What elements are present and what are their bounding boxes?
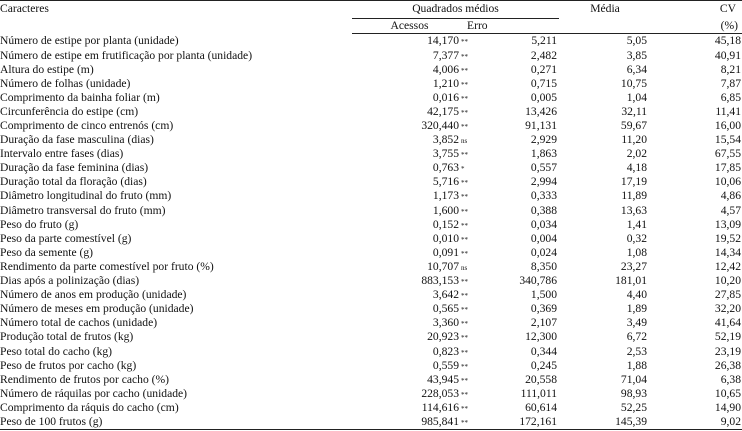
row-caractere: Número de anos em produção (unidade) [0, 288, 187, 302]
header-erro: Erro [467, 19, 559, 34]
row-erro: 2,994 [530, 175, 557, 189]
row-erro: 0,034 [530, 217, 557, 231]
table-row [0, 119, 742, 133]
row-erro: 5,211 [531, 34, 557, 48]
row-cv: 15,54 [714, 133, 741, 147]
row-caractere: Duração da fase masculina (dias) [0, 133, 154, 147]
row-erro: 0,344 [530, 344, 557, 358]
row-caractere: Rendimento de frutos por cacho (%) [0, 372, 170, 386]
row-caractere: Dias após a polinização (dias) [0, 274, 140, 288]
acessos-value: 43,945 [427, 372, 459, 386]
acessos-value: 0,763 [432, 161, 459, 175]
row-caractere: Duração da fase feminina (dias) [0, 161, 149, 175]
row-acessos: 43,945 ** [427, 372, 468, 386]
header-media: Média [559, 1, 651, 19]
row-cv: 4,86 [720, 189, 741, 203]
header-caracteres: Caracteres [0, 1, 352, 34]
acessos-value: 20,923 [427, 330, 459, 344]
row-erro: 2,482 [530, 48, 557, 62]
row-acessos: 0,152 ** [432, 217, 468, 231]
row-media: 32,11 [621, 104, 647, 118]
row-media: 11,20 [621, 133, 647, 147]
row-acessos: 228,053 ** [421, 386, 468, 400]
table-row [0, 358, 742, 372]
acessos-value: 0,823 [432, 344, 459, 358]
row-caractere: Número total de cachos (unidade) [0, 316, 158, 330]
row-caractere: Peso de 100 frutos (g) [0, 415, 352, 430]
row-media: 71,04 [620, 372, 647, 386]
acessos-value: 42,175 [427, 104, 459, 118]
acessos-value: 320,440 [421, 119, 459, 132]
table-row [0, 175, 742, 189]
row-erro: 2,929 [530, 133, 557, 147]
table-row [0, 274, 742, 288]
table-header [0, 1, 742, 34]
row-acessos: 0,565 ** [432, 302, 468, 316]
acessos-value: 985,841 [421, 414, 459, 428]
row-caractere: Número de ráquilas por cacho (unidade) [0, 386, 188, 400]
row-cv: 19,52 [714, 231, 741, 245]
row-acessos: 3,755 ** [432, 147, 468, 161]
table-row [0, 161, 742, 175]
row-erro: 0,245 [530, 358, 557, 372]
row-cv: 45,18 [714, 34, 741, 48]
row-media: 5,05 [626, 34, 647, 48]
acessos-value: 0,565 [432, 302, 459, 316]
row-erro: 2,107 [530, 316, 557, 330]
table-row [0, 217, 742, 231]
row-acessos: 3,642 ** [432, 288, 468, 302]
row-cv: 4,57 [720, 203, 741, 217]
row-acessos: 1,173 ** [432, 189, 468, 203]
row-media: 1,88 [626, 358, 647, 372]
row-acessos: 3,852 ns [432, 133, 468, 147]
table-row [0, 386, 742, 400]
row-cv: 32,20 [714, 302, 741, 316]
row-caractere: Comprimento da bainha foliar (m) [0, 90, 160, 104]
row-erro: 20,558 [525, 372, 557, 386]
row-erro: 0,369 [530, 302, 557, 316]
table-row [0, 189, 742, 203]
table-row [0, 260, 742, 274]
row-cv: 26,38 [714, 358, 741, 372]
table-row [0, 203, 742, 217]
row-acessos: 1,210 ** [432, 76, 468, 90]
table-row [0, 245, 742, 259]
row-erro: 0,333 [530, 189, 557, 203]
table-row [0, 104, 742, 118]
acessos-value: 3,852 [432, 133, 459, 147]
row-erro: 60,614 [525, 400, 557, 414]
row-media: 4,18 [626, 161, 647, 175]
row-acessos: 0,016 ** [432, 90, 468, 104]
acessos-value: 0,559 [432, 358, 459, 372]
row-caractere: Peso de frutos por cacho (kg) [0, 358, 137, 372]
table-row [0, 133, 742, 147]
row-acessos: 0,091 ** [432, 245, 468, 259]
row-cv: 27,85 [714, 288, 741, 302]
acessos-value: 3,755 [432, 147, 459, 161]
row-erro: 91,131 [525, 119, 557, 132]
acessos-value: 0,152 [432, 217, 459, 231]
row-erro: 172,161 [467, 415, 559, 430]
row-erro: 0,388 [530, 203, 557, 217]
row-cv: 23,19 [714, 344, 741, 358]
row-media: 145,39 [559, 415, 651, 430]
table-row [0, 415, 742, 430]
row-media: 2,53 [626, 344, 647, 358]
row-acessos: 4,006 ** [432, 62, 468, 76]
table-row [0, 344, 742, 358]
header-cv: CV [651, 1, 742, 19]
row-acessos: 0,559 ** [432, 358, 468, 372]
row-caractere: Número de meses em produção (unidade) [0, 302, 194, 316]
row-caractere: Peso da semente (g) [0, 245, 94, 259]
row-caractere: Diâmetro transversal do fruto (mm) [0, 203, 166, 217]
row-media: 10,75 [620, 76, 647, 90]
row-media: 17,19 [620, 175, 647, 189]
row-caractere: Número de folhas (unidade) [0, 76, 131, 90]
row-cv: 14,34 [714, 245, 741, 259]
row-media: 4,40 [626, 288, 647, 302]
row-cv: 7,87 [720, 76, 741, 90]
table-row [0, 372, 742, 386]
row-acessos: 114,616 ** [421, 400, 468, 414]
row-acessos: 3,360 ** [432, 316, 468, 330]
row-caractere: Peso total do cacho (kg) [0, 344, 113, 358]
row-erro: 8,350 [530, 259, 557, 273]
row-media: 1,89 [626, 302, 647, 316]
row-cv: 8,21 [720, 62, 741, 76]
table-row [0, 231, 742, 245]
row-media: 0,32 [626, 231, 647, 245]
row-erro: 0,557 [530, 161, 557, 175]
header-media-blank [559, 19, 651, 34]
row-cv: 40,91 [714, 48, 741, 62]
row-media: 6,72 [626, 330, 647, 344]
acessos-value: 10,707 [427, 259, 459, 273]
row-erro: 0,024 [530, 245, 557, 259]
acessos-value: 114,616 [421, 400, 459, 414]
row-media: 1,04 [626, 90, 647, 104]
row-caractere: Comprimento de cinco entrenós (cm) [0, 119, 174, 132]
row-cv: 13,09 [714, 217, 741, 231]
row-cv: 12,42 [714, 259, 741, 273]
row-caractere: Rendimento da parte comestível por fruto (%) [0, 259, 214, 273]
row-acessos: 14,170 ** [427, 34, 468, 48]
row-media: 181,01 [615, 274, 647, 288]
row-cv: 9,02 [651, 415, 742, 430]
row-erro: 0,715 [530, 76, 557, 90]
acessos-value: 7,377 [432, 48, 459, 62]
table-row [0, 34, 742, 49]
row-erro: 0,004 [530, 231, 557, 245]
table-row [0, 62, 742, 76]
row-caractere: Altura do estipe (m) [0, 62, 94, 76]
row-media: 3,49 [626, 316, 647, 330]
header-quadrados-medios: Quadrados médios [352, 1, 559, 19]
row-acessos: 883,153 ** [421, 274, 468, 288]
acessos-value: 1,173 [432, 189, 459, 203]
acessos-value: 3,360 [432, 316, 459, 330]
row-cv: 10,20 [714, 274, 741, 288]
row-acessos: 1,600 ** [432, 203, 468, 217]
acessos-value: 3,642 [432, 288, 459, 302]
row-acessos: 42,175 ** [427, 104, 468, 118]
acessos-value: 14,170 [427, 34, 459, 48]
row-acessos: 10,707 ns [427, 259, 468, 273]
row-media: 98,93 [620, 386, 647, 400]
row-cv: 11,41 [715, 104, 741, 118]
row-caractere: Peso da parte comestível (g) [0, 231, 132, 245]
row-cv: 10,65 [714, 386, 741, 400]
table-row [0, 302, 742, 316]
row-media: 3,85 [626, 48, 647, 62]
row-media: 1,08 [626, 245, 647, 259]
row-cv: 67,55 [714, 147, 741, 161]
table-row [0, 316, 742, 330]
row-erro: 1,863 [530, 147, 557, 161]
row-erro: 0,271 [530, 62, 557, 76]
row-cv: 41,64 [714, 316, 741, 330]
row-acessos: 7,377 ** [432, 48, 468, 62]
row-cv: 10,06 [714, 175, 741, 189]
row-media: 6,34 [626, 62, 647, 76]
row-acessos: 20,923 ** [427, 330, 468, 344]
acessos-value: 228,053 [421, 386, 459, 400]
table-row [0, 90, 742, 104]
row-erro: 1,500 [530, 288, 557, 302]
row-caractere: Intervalo entre fases (dias) [0, 147, 124, 161]
row-media: 59,67 [620, 119, 647, 132]
table-row [0, 48, 742, 62]
acessos-value: 0,091 [432, 245, 459, 259]
table-row [0, 147, 742, 161]
row-cv: 6,85 [720, 90, 741, 104]
row-caractere: Produção total de frutos (kg) [0, 330, 134, 344]
table-row [0, 288, 742, 302]
row-caractere: Duração total da floração (dias) [0, 175, 147, 189]
row-cv: 6,38 [720, 372, 741, 386]
row-media: 13,63 [620, 203, 647, 217]
row-erro: 111,011 [520, 386, 557, 400]
row-cv: 14,90 [714, 400, 741, 414]
acessos-value: 883,153 [421, 274, 459, 288]
row-media: 52,25 [620, 400, 647, 414]
row-media: 1,41 [626, 217, 647, 231]
row-caractere: Peso do fruto (g) [0, 217, 79, 231]
row-cv: 16,00 [714, 119, 741, 132]
row-acessos: 0,763 * [432, 161, 465, 175]
acessos-value: 1,210 [432, 76, 459, 90]
table-row [0, 76, 742, 90]
row-caractere: Circunferência do estipe (cm) [0, 104, 139, 118]
row-acessos: 985,841 ** [352, 415, 467, 430]
row-media: 11,89 [621, 189, 647, 203]
header-acessos: Acessos [352, 19, 467, 34]
row-acessos: 0,823 ** [432, 344, 468, 358]
row-caractere: Número de estipe por planta (unidade) [0, 34, 179, 48]
table-row [0, 330, 742, 344]
row-caractere: Comprimento da ráquis do cacho (cm) [0, 400, 179, 414]
row-acessos: 5,716 ** [432, 175, 468, 189]
acessos-value: 5,716 [432, 175, 459, 189]
acessos-value: 0,016 [432, 90, 459, 104]
row-media: 23,27 [620, 259, 647, 273]
row-acessos: 320,440 ** [421, 119, 468, 132]
row-caractere: Número de estipe em frutificação por planta (unidade) [0, 48, 253, 62]
acessos-value: 0,010 [432, 231, 459, 245]
table-row [0, 400, 742, 414]
row-cv: 17,85 [714, 161, 741, 175]
header-cv-unit: (%) [651, 19, 742, 34]
row-caractere: Diâmetro longitudinal do fruto (mm) [0, 189, 172, 203]
row-erro: 13,426 [525, 104, 557, 118]
table-body [0, 34, 742, 430]
row-media: 2,02 [626, 147, 647, 161]
row-erro: 12,300 [525, 330, 557, 344]
acessos-value: 1,600 [432, 203, 459, 217]
row-acessos: 0,010 ** [432, 231, 468, 245]
row-cv: 52,19 [714, 330, 741, 344]
row-erro: 0,005 [530, 90, 557, 104]
row-erro: 340,786 [519, 274, 557, 288]
acessos-value: 4,006 [432, 62, 459, 76]
